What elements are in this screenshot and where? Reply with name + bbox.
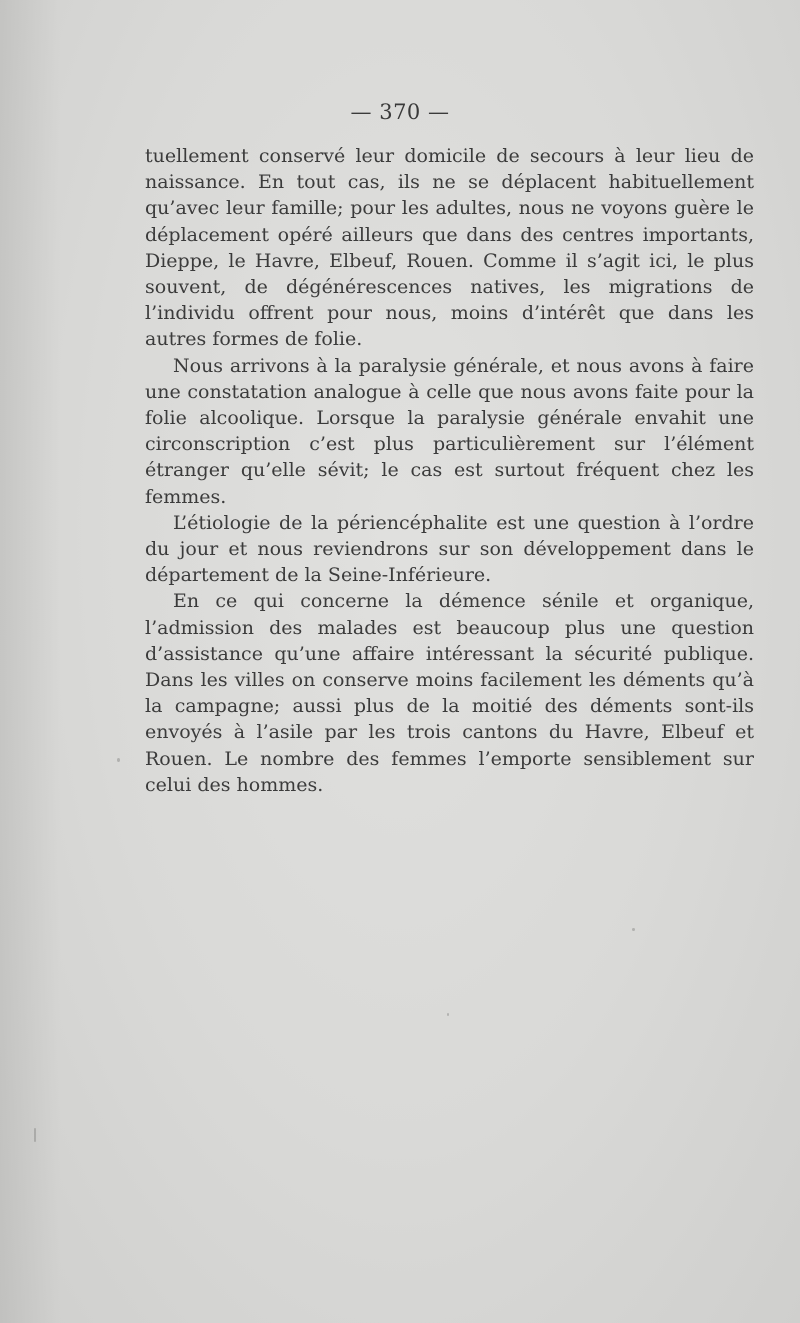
paragraph-etiologie: L’étiologie de la périencéphalite est une question à l’ordre du jour et nous reviendrons sur son développement dans le département de la Seine-Inférieure.: [145, 511, 754, 587]
paragraph-demence-senile: En ce qui concerne la démence sénile et organique, l’admission des malades est beaucoup plus une question d’assistance qu’une affaire intéressant la sécurité publique. Dans les villes on conserve moins facilement les déments qu’à la campagne; aussi plus de la moitié des déments sont-ils envoyés à l’asile par les trois cantons du Havre, Elbeuf et Rouen. Le nombre des femmes l’emporte sensiblement sur celui des hommes.: [145, 590, 754, 796]
paragraph-paralysie-generale: Nous arrivons à la paralysie générale, et nous avons à faire une constatation analogue à celle que nous avons faite pour la folie alcoolique. Lorsque la paralysie générale envahit une circonscription c’est plus particulièrement sur l’élément étranger qu’elle sévit; le cas est surtout fréquent chez les femmes.: [145, 354, 754, 508]
paper-speck: [447, 1013, 449, 1016]
paper-speck: [632, 928, 635, 931]
body-text: [145, 143, 754, 798]
paragraph-continuation: tuellement conservé leur domicile de secours à leur lieu de naissance. En tout cas, ils ne se déplacent habituellement qu’avec leur famille; pour les adultes, nous ne voyons guère le déplacement opéré ailleurs que dans des centres importants, Dieppe, le Havre, Elbeuf, Rouen. Comme il s’agit ici, le plus souvent, de dégénérescences natives, les migrations de l’individu offrent pour nous, moins d’intérêt que dans les autres formes de folie.: [145, 145, 754, 351]
page-edge-shadow: [0, 0, 60, 1323]
paper-speck: [34, 1128, 36, 1142]
page-number: — 370 —: [350, 100, 450, 124]
paper-speck: [117, 758, 120, 762]
